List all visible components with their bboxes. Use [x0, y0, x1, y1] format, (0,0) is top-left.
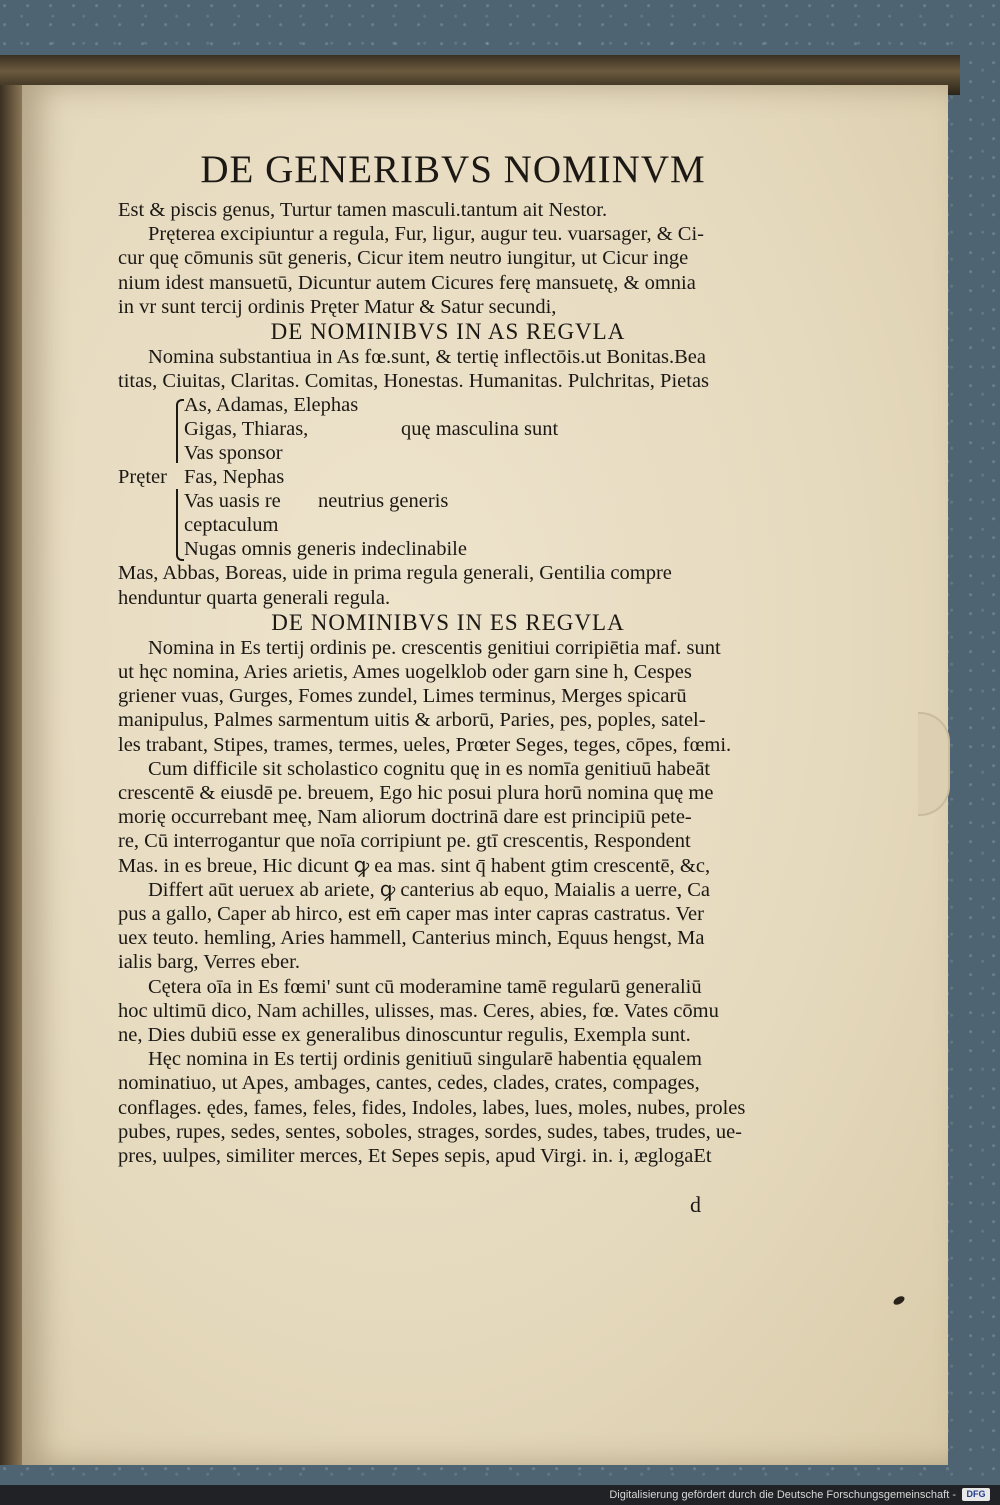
text-line: re, Cū interrogantur que noīa corripiunt pe. gtī crescentis, Respondent	[118, 830, 691, 853]
text-line: Est & piscis genus, Turtur tamen masculi.tantum ait Nestor.	[118, 199, 608, 221]
bracket-mark	[176, 399, 184, 463]
text-line: Nomina in Es tertij ordinis pe. crescentis genitiui corripiētia maf. sunt	[148, 636, 721, 659]
text-line: manipulus, Palmes sarmentum uitis & arborū, Paries, pes, poples, satel-	[118, 709, 706, 732]
bracket-mark	[176, 489, 184, 561]
footer-credit: Digitalisierung gefördert durch die Deutsche Forschungsgemeinschaft -	[609, 1489, 956, 1501]
text-line: Mas. in es breue, Hic dicunt ꝙ ea mas. sint q̄ habent gtim crescentē, &c,	[118, 854, 711, 877]
bracket-item: ceptaculum	[184, 514, 279, 537]
text-line: pus a gallo, Caper ab hirco, est em̄ caper mas inter capras castratus. Ver	[118, 903, 704, 926]
section-es	[118, 636, 778, 1168]
bracket-list-masculine	[176, 393, 778, 465]
text-line: griener vuas, Gurges, Fomes zundel, Limes terminus, Merges spicarū	[118, 685, 687, 708]
heading-es-rule: DE NOMINIBVS IN ES REGVLA	[271, 609, 625, 635]
bracket-item: Fas, Nephas	[184, 466, 285, 489]
page-text	[118, 148, 778, 1168]
page-heading: DE GENERIBVS NOMINVM	[200, 148, 706, 191]
text-line: Cętera oīa in Es fœmi' sunt cū moderamine tamē regularū generaliū	[148, 975, 702, 998]
signature-mark: d	[690, 1192, 701, 1217]
text-line: Cum difficile sit scholastico cognitu quę in es nomīa genitiuū habeāt	[148, 757, 711, 780]
section-intro	[118, 198, 778, 319]
section-as	[118, 345, 778, 393]
bracket-item: As, Adamas, Elephas	[184, 394, 359, 417]
text-line: crescentē & eiusdē pe. breuem, Ego hic posui plura horū nomina quę me	[118, 782, 714, 805]
text-line: pres, uulpes, similiter merces, Et Sepes sepis, apud Virgi. in. i, æglogaEt	[118, 1145, 712, 1168]
bracket-item: Gigas, Thiaras,	[184, 418, 309, 441]
text-line: Nomina substantiua in As fœ.sunt, & tertię inflectōis.ut Bonitas.Bea	[148, 346, 706, 369]
text-line: titas, Ciuitas, Claritas. Comitas, Honestas. Humanitas. Pulchritas, Pietas	[118, 370, 710, 393]
text-line: Differt aūt ueruex ab ariete, ꝙ canterius ab equo, Maialis a uerre, Ca	[148, 878, 711, 901]
text-line: les trabant, Stipes, trames, termes, ueles, Prœter Seges, teges, cōpes, fœmi.	[118, 733, 732, 756]
text-line: Mas, Abbas, Boreas, uide in prima regula generali, Gentilia compre	[118, 562, 672, 585]
text-line: uex teuto. hemling, Aries hammell, Canterius minch, Equus hengst, Ma	[118, 927, 705, 950]
page-tab-marker	[918, 712, 950, 816]
section-as-end	[118, 561, 778, 609]
bracket-list-neuter	[118, 465, 778, 561]
book-gutter	[0, 85, 22, 1465]
text-line: nominatiuo, ut Apes, ambages, cantes, cedes, clades, crates, compages,	[118, 1072, 700, 1095]
text-line: hoc ultimū dico, Nam achilles, ulisses, mas. Ceres, abies, fœ. Vates cōmu	[118, 999, 719, 1022]
text-line: in vr sunt tercij ordinis Pręter Matur & Satur secundi,	[118, 295, 557, 318]
text-line: Pręterea excipiuntur a regula, Fur, ligur, augur teu. vuarsager, & Ci-	[148, 223, 704, 246]
text-line: ialis barg, Verres eber.	[118, 951, 300, 974]
dfg-logo: DFG	[962, 1488, 990, 1501]
bracket-item: Vas sponsor	[184, 442, 283, 465]
text-line: morię occurrebant meę, Nam aliorum doctrinā dare est principiū pete-	[118, 806, 692, 829]
text-line: ne, Dies dubiū esse ex generalibus dinoscuntur regulis, Exempla sunt.	[118, 1024, 691, 1047]
bracket-lead: Pręter	[118, 466, 167, 489]
text-line: henduntur quarta generali regula.	[118, 586, 391, 609]
bracket-item: Vas uasis re	[184, 490, 281, 513]
text-line: cur quę cōmunis sūt generis, Cicur item neutro iungitur, ut Cicur inge	[118, 247, 689, 270]
bracket-note: neutrius generis	[318, 490, 449, 513]
text-line: conflages. ędes, fames, feles, fides, Indoles, labes, lues, moles, nubes, proles	[118, 1096, 746, 1119]
bracket-item: Nugas omnis generis indeclinabile	[184, 538, 467, 561]
heading-as-rule: DE NOMINIBVS IN AS REGVLA	[270, 319, 626, 345]
text-line: ut hęc nomina, Aries arietis, Ames uogelklob oder garn sine h, Cespes	[118, 661, 692, 684]
footer-bar	[0, 1485, 1000, 1505]
text-line: Hęc nomina in Es tertij ordinis genitiuū singularē habentia ęqualem	[148, 1048, 702, 1071]
text-line: nium idest mansuetū, Dicuntur autem Cicures ferę mansuetę, & omnia	[118, 271, 696, 294]
text-line: pubes, rupes, sedes, sentes, soboles, strages, sordes, sudes, tabes, trudes, ue-	[118, 1120, 742, 1143]
bracket-note: quę masculina sunt	[401, 418, 559, 441]
